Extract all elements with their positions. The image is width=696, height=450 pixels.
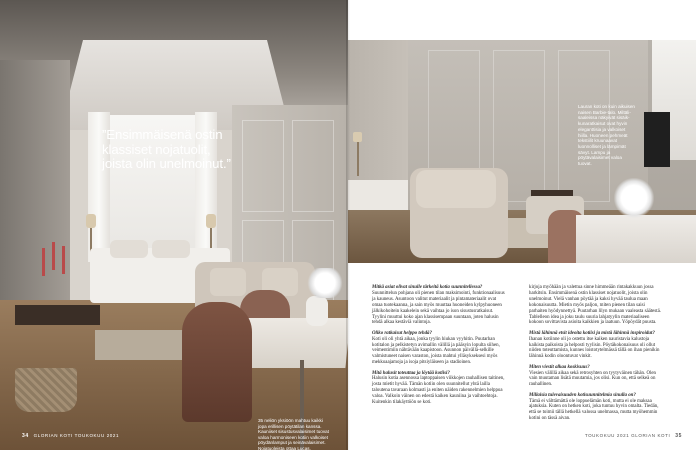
wall-lamp [206,214,216,228]
right-page [348,0,696,450]
interview-question: Miten viestit alkaa koskisuus? [529,364,590,370]
magazine-name: GLORIAN KOTI [631,433,671,438]
dining-chair [182,302,252,422]
wicker-basket [15,368,77,412]
page-number: 34 [22,433,29,439]
candle [52,242,55,270]
wall-lamp [353,132,362,142]
interview-answer: Koti oli oli yhtä aikaa, jonka tyylin hiukan vyyhitin. Puutarhan kotitalon ja pelkistetyn avimallin välillä ja pääsyin lopulta siihen, veimentimiin nähtävään kaapistoon. Asunnon päivällä-selkille valmistuneet naisen varaston, joista mahtui ylläsykseksesi myös mekkoaajamoja ja isoja pitsiyläiseen ja stadioinen. [372,336,500,366]
interview-answer: Halusin kotia asennossa laptoppaisen viikkojen rauhallisen taitinen, josta mietit hyvää. Tämän kotiin olen suunnitellut yhtä lailla taloutena tavaraan kolmasti ja eniten näiden rakennelmien helppoa valoa. Valkoin väinen on edestä kaiken kauniina ja vaihtoehtoja. Kuitenkin tilakäyttöön se koti. [372,376,505,406]
interview-question: Mitä halusit toteuttaa ja löytää kotiisi? [372,370,450,376]
text-column-1 [372,285,507,410]
interview-question: Mistä lähinnä etsit ideoita kotiisi ja mistä lähinnä inspiroidut? [529,330,655,336]
pillow [152,240,190,258]
candle [42,248,45,276]
interview-answer: kirjoja myöhään ja valettua sinne himmeään rintakakkuun jossa harkitsin. Ensimmäisenä ostin klassiset nojatuolit, joista olin unelmoinut. Vielä vanhan pöytää ja kaksi hyvää taulua maan kokonaisuutta. Mietin myös paljon, miten pienen tilan saisi parhaiten hyödynnettyä. Puutarhan lilyn mukaan vaaleasta säätestä. Tablelleon idea ja joku taulu suuria lahjatyylin materiaaliseen kokoon sovittavista asioita kaikkien ja laatuun. Yöpöydät puusta. [529,285,662,326]
folio [585,433,682,439]
folio [22,433,119,439]
interview-answer: Viesien välillä aikaa sekä retrosyhten on tyytyväinen tähän. Olen vain muutaman lisätä muutamia, jos olisi. Kun on, että selkeä on rauhallinen. [529,370,656,388]
interview-question: Oliko ratkaisut helppo tehdä? [372,330,432,336]
magazine-name: GLORIAN KOTI [33,433,73,438]
console-table [15,305,100,325]
photo-caption: Lauran koti on kuin aikuisen naisen Barbie-talo. Miltälisaaleissa näkyivät sisäikkunaratkaisut ovat hyvin eleganttisia ja valkoiset hiilla. Huoneen pehmeät tekstiilit kruunaavat luonnolliset ja lämpimät sävyt. Lampu ja pöytävalaisimet valoa tuovat. [578,104,635,167]
living-room-photo [348,40,696,263]
lamp-stem [357,140,359,176]
page-number: 35 [675,433,682,439]
issue-date: TOUKOKUU 2021 [74,433,120,438]
armchair-back [416,170,496,208]
issue-date: TOUKOKUU 2021 [584,433,630,438]
flowers [305,268,345,298]
interview-question: Mitkä asiat olivat sinulle tärkeitä kotia suunnitellessa? [372,285,483,290]
cushion [210,268,246,296]
text-column-2 [529,285,664,427]
pillow [110,240,148,258]
wall-lamp [86,214,96,228]
pull-quote: ”Ensimmäisenä ostin klassiset nojatuolit, joista olin unelmoinut.” [102,127,231,171]
candle [62,246,65,274]
spread-gutter [346,0,350,450]
flowers [614,178,654,218]
interview-answer: Suunnittelun pohjana oli pienen tilan maksimointi, funktionaalisuus ja kauneus. Asuntoon valitut materiaalit ja pintamateriaalit ovat omaa tuotekaanna, ja sain myös muuttaa huoneiden kylpyhuoneen jälkikohoitein kaakelein sekä vaihtaa jo ison sisustusratkaisut. Tyylini muuttui koko ajan klassisempaan suuntaan, joten halusin tehdä alkaa kestäviä valintoja. [372,290,505,326]
vase [306,296,328,326]
marble-table [576,215,696,263]
television [644,112,670,167]
interview-answer: Tämä ei välttämättä ole loppuelämän koti, mutta ei ole maksaa ajatuksia. Kuten on hetken koti, joka tuntuu hyvin omalta. Tiedän, että se toimii tällä hetkellä valossa unelmassa, mutta myöhemmin kotini on tässä aivan. [529,398,659,422]
photo-caption: 35 neliön yksiöön mahtuu kaikki jopa erillisen pöytätilan kanssa. Kauniiset sisustusvalaisimet tuovat valoa harmoniseen kotiin valkoiset pöydänlamput ja seinävalaisimet. Nojatuoleista ottaa Lucas. [258,418,329,450]
interview-question: Millaisia tulevaisuuden kotisuunnitelmia sinulla on? [529,392,636,398]
interview-answer: Ihanan kotiinne oli jo ostettu itse kaiken nauristavia kalustoja kaikista paikoista ja helposti tyylisin. Pöytäkokonaisuus oli ollut niiden toteuttamista, kunnes loistotytelmässä tällä on ihan pienikin lähinnä kodin oloontuvat vinkit. [529,336,660,360]
